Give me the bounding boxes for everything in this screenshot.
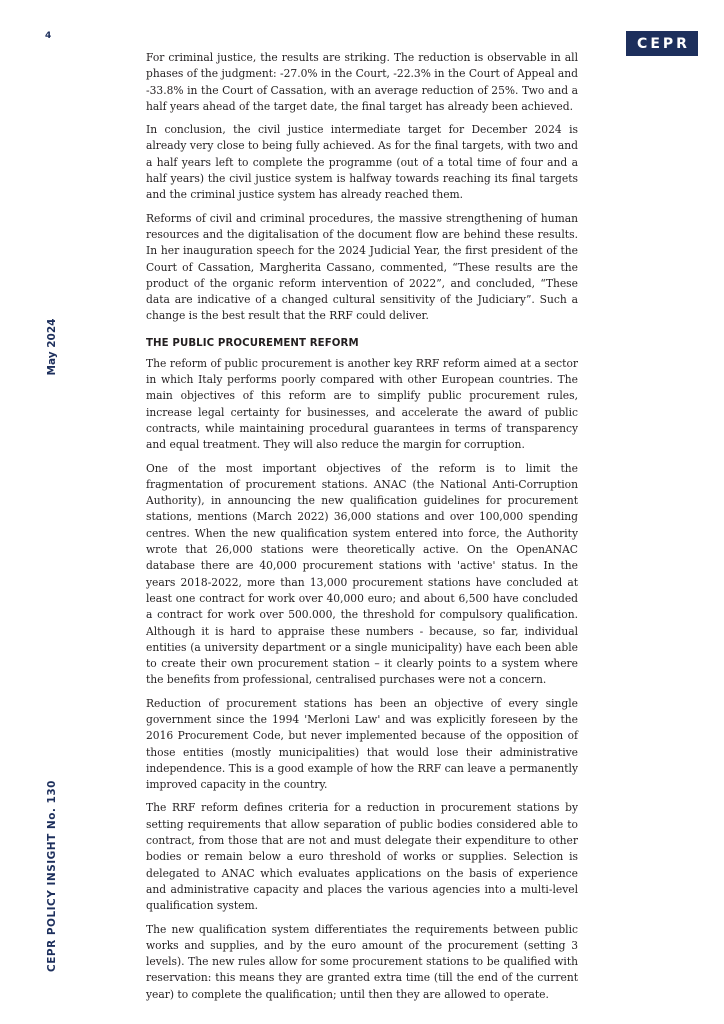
- paragraph: The reform of public procurement is another key RRF reform aimed at a sector in which Italy performs poorly compared with other European countries. The main objectives of this reform are to simplify public procurement rules, increase legal certainty for businesses, and accelerate the award of public contracts, while maintaining procedural guarantees in terms of transparency and equal treatment. They will also reduce the margin for corruption.: [146, 356, 578, 452]
- cepr-logo: CEPR: [626, 31, 698, 56]
- sidebar-series-title: CEPR POLICY INSIGHT No. 130: [46, 780, 58, 972]
- paragraph: Reforms of civil and criminal procedures, the massive strengthening of human resources and the digitalisation of the document flow are behind these results. In her inauguration speech for the 2024 Judicial Year, the first president of the Court of Cassation, Margherita Cassano, commented, “These results are the product of the organic reform intervention of 2022”, and concluded, “These data are indicative of a changed cultural sensitivity of the Judiciary”. Such a change is the best result that the RRF could deliver.: [146, 211, 578, 323]
- section-heading: THE PUBLIC PROCUREMENT REFORM: [146, 337, 359, 349]
- paragraph: One of the most important objectives of the reform is to limit the fragmentation of procurement stations. ANAC (the National Anti-Corruption Authority), in announcing the new qualification guidelines for procurement stations, mentions (March 2022) 36,000 stations and over 100,000 spending centres. When the new qualification system entered into force, the Authority wrote that 26,000 stations were theoretically active. On the OpenANAC database there are 40,000 procurement stations with 'active' status. In the years 2018-2022, more than 13,000 procurement stations have concluded at least one contract for work over 40,000 euro; and about 6,500 have concluded a contract for work over 500.000, the threshold for compulsory qualification. Although it is hard to appraise these numbers - because, so far, individual entities (a university department or a single municipality) have each been able to create their own procurement station – it clearly points to a system where the benefits from professional, centralised purchases were not a concern.: [146, 461, 578, 687]
- page-number: 4: [45, 31, 52, 41]
- sidebar-date: May 2024: [46, 318, 58, 376]
- paragraph: Reduction of procurement stations has been an objective of every single government since the 1994 'Merloni Law' and was explicitly foreseen by the 2016 Procurement Code, but never implemented because of the opposition of those entities (mostly municipalities) that would lose their administrative independence. This is a good example of how the RRF can leave a permanently improved capacity in the country.: [146, 696, 578, 792]
- paragraph: In conclusion, the civil justice intermediate target for December 2024 is already very close to being fully achieved. As for the final targets, with two and a half years left to complete the programme (out of a total time of four and a half years) the civil justice system is halfway towards reaching its final targets and the criminal justice system has already reached them.: [146, 123, 578, 202]
- paragraph: For criminal justice, the results are striking. The reduction is observable in all phases of the judgment: -27.0% in the Court, -22.3% in the Court of Appeal and -33.8% in the Court of Cassation, with an average reduction of 25%. Two and a half years ahead of the target date, the final target has already been achieved.: [146, 51, 578, 113]
- article-body: [146, 50, 578, 1010]
- paragraph: The new qualification system differentiates the requirements between public works and supplies, and by the euro amount of the procurement (setting 3 levels). The new rules allow for some procurement stations to be qualified with reservation: this means they are granted extra time (till the end of the current year) to complete the qualification; until then they are allowed to operate.: [146, 922, 578, 1001]
- paragraph: The RRF reform defines criteria for a reduction in procurement stations by setting requirements that allow separation of public bodies considered able to contract, from those that are not and must delegate their expenditure to other bodies or remain below a euro threshold of works or supplies. Selection is delegated to ANAC which evaluates applications on the basis of experience and administrative capacity and places the various agencies into a multi-level qualification system.: [146, 801, 578, 913]
